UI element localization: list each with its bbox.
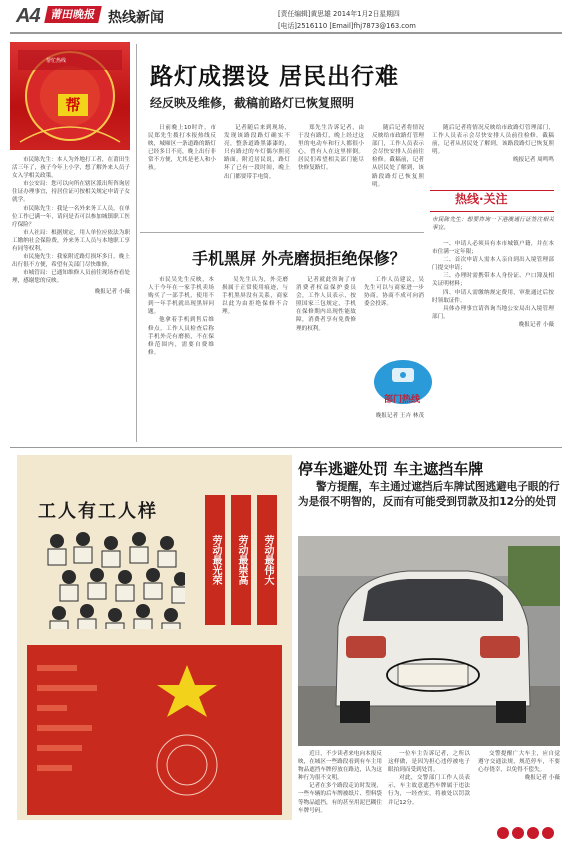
phone-col-1 bbox=[148, 276, 214, 357]
propaganda-poster bbox=[17, 455, 292, 820]
section-divider bbox=[140, 232, 424, 233]
section-divider bbox=[10, 447, 562, 448]
left-reporter: 晚报记者 小薇 bbox=[94, 288, 130, 295]
car-with-covered-plate bbox=[298, 536, 560, 746]
phone-col-3 bbox=[296, 276, 356, 333]
phone-col-4 bbox=[364, 276, 424, 360]
streetlight-reporter: 晚报记者 周鸣鸣 bbox=[513, 157, 554, 164]
banner-big-char: 帮 bbox=[58, 94, 88, 116]
phone-para: 他拿着手机到售后维修点，工作人员检查后称手机外壳有磨损，不在保修范围内，需要自费维修。 bbox=[148, 317, 214, 356]
hotline-item: 四、申请人需缴纳规定费用，审批通过后按时领取证件。 bbox=[432, 289, 554, 304]
page-header bbox=[0, 0, 570, 38]
parking-para: 记者在多个路段走访时发现，一些车辆的后车牌被纸片、塑料袋等物品遮挡，有的甚至用泥巴糊住车牌号码。 bbox=[298, 783, 382, 814]
left-para: 市人社局：根据规定，用人单位应依法为职工缴纳社会保险费，外来务工人员与本地职工享有同等权利。 bbox=[12, 229, 130, 253]
workers-illustration bbox=[39, 527, 185, 629]
streetlight-para-cont: 随后记者将情况反映给市政路灯管理部门，工作人员表示会尽快安排人员前往检修。截稿前，记者从居民处了解到，该路段路灯已恢复照明。 bbox=[432, 125, 554, 156]
hotline-item: 三、办理时需携带本人身份证、户口簿及相关证明材料； bbox=[432, 273, 554, 288]
parking-para: 一位车主告诉记者，之所以这样做，是因为担心违停被电子眼拍到而受到处罚。 bbox=[388, 751, 470, 774]
streetlight-col-5 bbox=[432, 124, 554, 164]
poster-slogan: 劳动最光荣 bbox=[205, 495, 225, 625]
parking-col-1 bbox=[298, 750, 382, 815]
streetlight-col-2 bbox=[224, 124, 290, 181]
column-divider bbox=[136, 44, 137, 442]
header-divider bbox=[10, 32, 562, 34]
left-para: 市民施先生：我家附近路灯损坏多日，晚上出行很不方便，希望有关部门尽快维修。 bbox=[12, 254, 130, 269]
streetlight-col-3 bbox=[298, 124, 364, 173]
paper-logo: 莆田晚报 bbox=[44, 6, 102, 23]
parking-headline: 停车逃避处罚 车主遮挡车牌 bbox=[298, 460, 484, 478]
left-para: 市民陈先生：我是一名外来务工人员，在单位工作已满一年，请问是否可以参加城镇职工医疗保险？ bbox=[12, 205, 130, 228]
left-para: 市民陈先生：本人为外地打工者，在莆田生活三年了，孩子今年上小学，想了解外来人员子女入学相关政策。 bbox=[12, 157, 130, 180]
poster-slogan: 劳动最崇高 bbox=[231, 495, 251, 625]
poster-red-panel bbox=[27, 645, 282, 815]
poster-title: 工人有工人样 bbox=[38, 501, 158, 522]
parking-lead: 警方提醒，车主通过遮挡后车牌试图逃避电子眼的行为是很不明智的，反而有可能受到罚款及扣12分的处罚 bbox=[298, 481, 560, 508]
streetlight-headline: 路灯成摆设 居民出行难 bbox=[150, 64, 400, 90]
poster-decoration bbox=[27, 645, 282, 815]
parking-para: 近日，不少读者来电向本报反映，在城区一些路段看到有车主用物品遮挡车牌停放在路边，认为这种行为很不文明。 bbox=[298, 751, 382, 782]
phone-col-2 bbox=[222, 276, 288, 316]
phone-para: 吴先生认为，外壳磨损属于正常使用痕迹，与手机黑屏没有关系，商家以此为由拒绝保修不合理。 bbox=[222, 277, 288, 316]
hotline-item: 二、首次申请人需本人亲自到出入境管理部门提交申请； bbox=[432, 257, 554, 272]
parking-reporter: 晚报记者 小薇 bbox=[524, 775, 560, 782]
parking-para: 交警提醒广大车主，应自觉遵守交通法规，规范停车，不要心存侥幸，以免得不偿失。 bbox=[478, 751, 560, 774]
phone-reporter: 晚报记者 王卉 林茂 bbox=[375, 413, 424, 419]
phone-para: 市民吴先生反映，本人于今年在一家手机卖场购买了一部手机，使用不到一年手机就出现黑屏问题。 bbox=[148, 277, 214, 316]
contact-line: [电话]2516110 [Email]fhj7873@163.com bbox=[278, 22, 416, 30]
left-para: 市公安局：您可以向所在辖区派出所咨询居住证办理事宜，持居住证可按相关规定申请子女就学。 bbox=[12, 181, 130, 204]
star-icon bbox=[157, 665, 217, 717]
phone-para: 记者就此咨询了市消费者权益保护委员会，工作人员表示，按照国家三包规定，手机在保修期内出现性能故障，消费者享有免费修理的权利。 bbox=[296, 277, 356, 332]
streetlight-para: 郑先生告诉记者，由于没有路灯，晚上经过这里的电动车和行人都很小心，曾有人在这里摔倒。居民们希望相关部门能尽快修复路灯。 bbox=[298, 125, 364, 172]
poster-slogan: 劳动最伟大 bbox=[257, 495, 277, 625]
left-para: 市城管局：已通知维修人员前往现场查看处理，感谢您的反映。 bbox=[12, 270, 130, 285]
section-title: 热线新闻 bbox=[108, 10, 164, 26]
hotline-item: 具体办理事宜请咨询当地公安局出入境管理部门。 bbox=[432, 305, 554, 320]
streetlight-col-4 bbox=[372, 124, 424, 189]
parking-col-3 bbox=[478, 750, 560, 782]
editor-line: [责任编辑]黄思雄 2014年1月2日星期四 bbox=[278, 10, 400, 18]
parking-col-2 bbox=[388, 750, 470, 807]
streetlight-subheadline: 经反映及维修，截稿前路灯已恢复照明 bbox=[150, 96, 355, 110]
hotline-list bbox=[432, 240, 554, 329]
phone-para: 工作人员建议，吴先生可以与商家进一步协商，协商不成可向消委会投诉。 bbox=[364, 277, 424, 308]
phone-headline: 手机黑屏 外壳磨损拒绝保修？ bbox=[192, 249, 406, 268]
hotline-title: 热线·关注 bbox=[455, 192, 508, 206]
hotline-reporter: 晚报记者 小薇 bbox=[518, 321, 554, 328]
hotline-item: 一、申请人必须具有本市城镇户籍，并在本市住满一定年限； bbox=[432, 241, 554, 256]
help-banner bbox=[10, 42, 130, 150]
streetlight-para: 随后记者将情况反映给市政路灯管理部门，工作人员表示会尽快安排人员前往检修。截稿前，记者从居民处了解到，该路段路灯已恢复照明。 bbox=[372, 125, 424, 188]
left-column bbox=[12, 156, 130, 296]
footer-badges bbox=[496, 826, 556, 840]
car-photo bbox=[298, 536, 560, 746]
banner-caption: 帮忙热线 bbox=[46, 58, 67, 64]
parking-para: 对此，交警部门工作人员表示，车主故意遮挡车牌属于违法行为，一经查实，将被处以罚款并记12分。 bbox=[388, 775, 470, 806]
streetlight-col-1 bbox=[148, 124, 216, 173]
stamp-label: 部门热线 bbox=[384, 395, 421, 405]
streetlight-para: 记者随后来到现场，发现该路段路灯确实不亮，整条道路黑漆漆的，只有路过的车灯偶尔照亮路面。附近居民说，路灯坏了已有一段时间，晚上出门都要带手电筒。 bbox=[224, 125, 290, 180]
streetlight-para: 日前晚上10时许，市民郑先生拨打本报热线反映，城厢区一条道路的路灯已经多日不亮，晚上出行非常不方便，尤其是老人和小孩。 bbox=[148, 125, 216, 172]
hotline-intro: 市民陈先生：想要咨询一下港澳通行证签注相关事宜。 bbox=[432, 217, 554, 232]
page-number: A4 bbox=[16, 5, 40, 27]
